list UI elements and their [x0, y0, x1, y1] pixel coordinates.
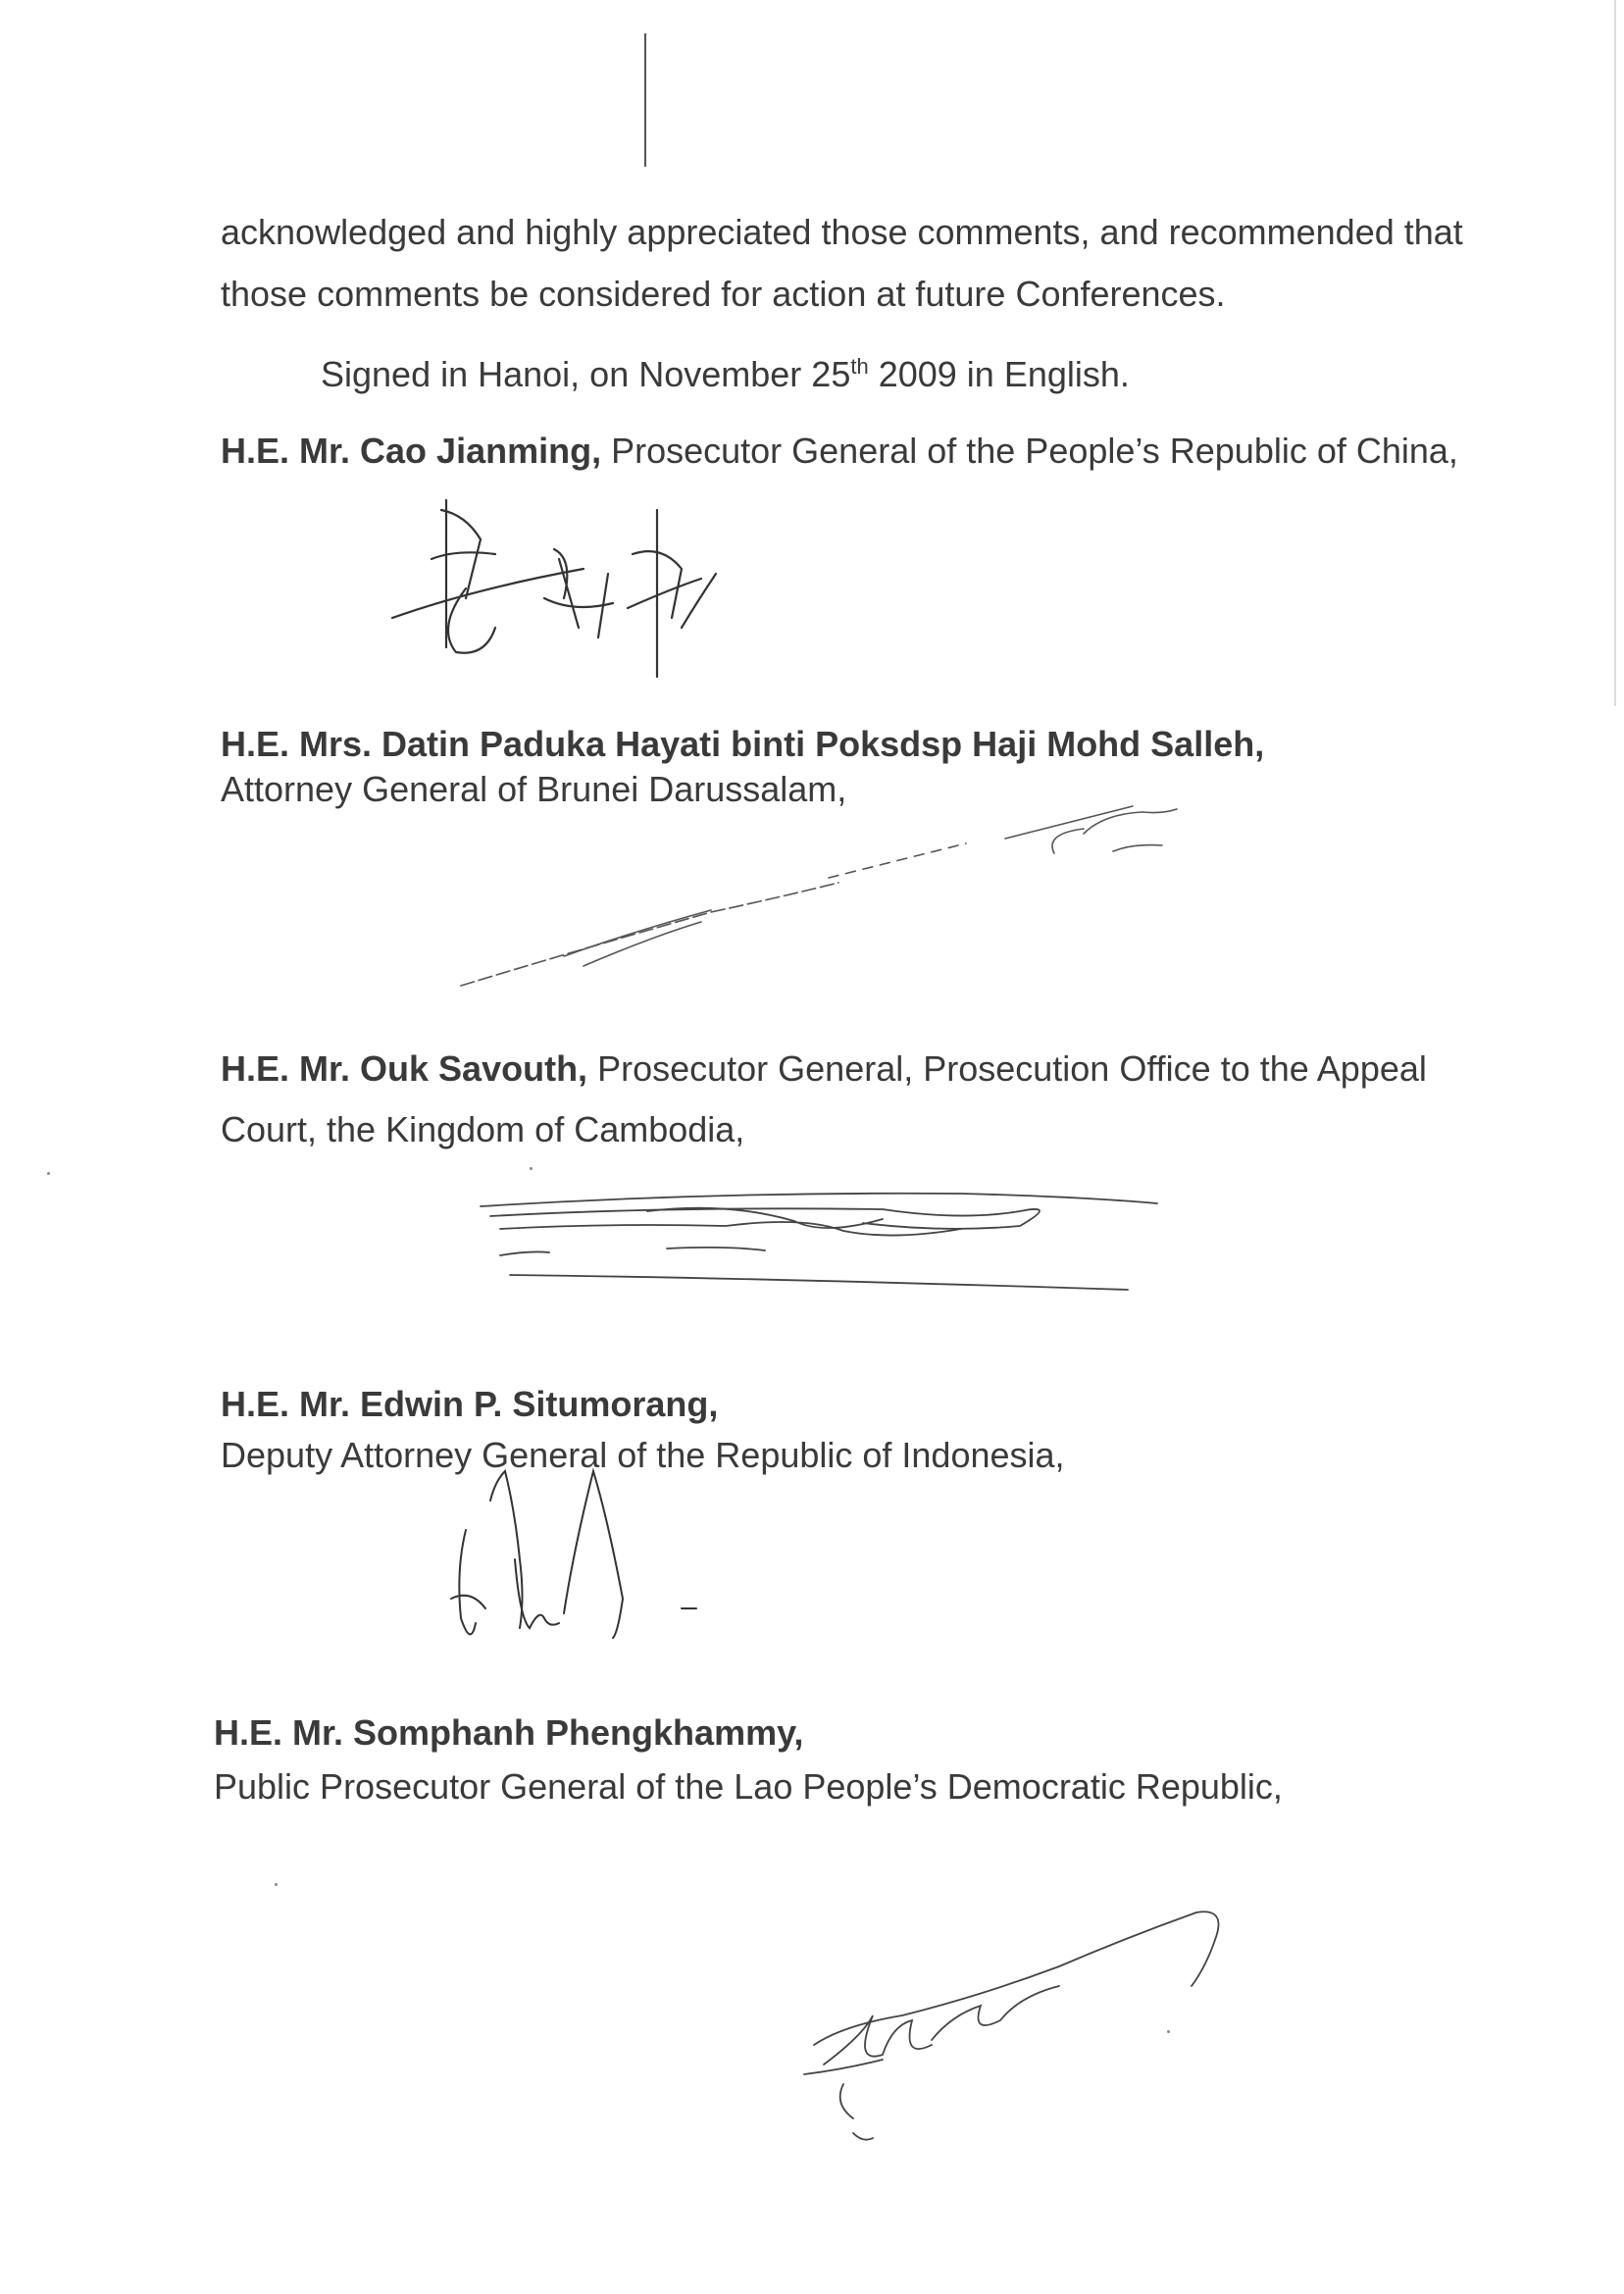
page-top-vertical-line	[644, 33, 646, 167]
paragraph-line-2: those comments be considered for action at future Conferences.	[221, 274, 1226, 314]
signature-china	[387, 481, 829, 701]
signature-indonesia	[431, 1452, 726, 1657]
scan-speck	[530, 1167, 533, 1170]
signatory-cambodia-title-1: Prosecutor General, Prosecution Office to the Appeal	[587, 1048, 1427, 1089]
signature-cambodia	[471, 1162, 1177, 1300]
signed-place-date	[321, 353, 1130, 395]
signatory-cambodia-line-1	[221, 1047, 1427, 1090]
signatory-china-title: Prosecutor General of the People’s Republic of China,	[601, 431, 1458, 471]
signature-brunei	[456, 785, 1201, 995]
signatory-china	[221, 430, 1458, 472]
signatory-lao-title: Public Prosecutor General of the Lao People’s Democratic Republic,	[214, 1766, 1283, 1807]
signatory-indonesia-title: Deputy Attorney General of the Republic of Indonesia,	[221, 1435, 1065, 1475]
scan-speck	[47, 1172, 50, 1175]
signed-suffix: 2009 in English.	[868, 354, 1130, 394]
scan-edge-line	[1614, 0, 1616, 706]
signatory-cambodia-title-2: Court, the Kingdom of Cambodia,	[221, 1109, 745, 1149]
signatory-brunei-title: Attorney General of Brunei Darussalam,	[221, 769, 847, 809]
signature-lao	[785, 1898, 1245, 2163]
signatory-cambodia-name: H.E. Mr. Ouk Savouth,	[221, 1048, 588, 1089]
paragraph-line-1: acknowledged and highly appreciated those comments, and recommended that	[221, 212, 1463, 252]
signed-superscript: th	[850, 354, 869, 379]
signatory-china-name: H.E. Mr. Cao Jianming,	[221, 431, 602, 471]
signatory-brunei-name: H.E. Mrs. Datin Paduka Hayati binti Poksdsp Haji Mohd Salleh,	[221, 724, 1265, 764]
signed-prefix: Signed in Hanoi, on November 25	[321, 354, 851, 394]
signatory-lao-name: H.E. Mr. Somphanh Phengkhammy,	[214, 1712, 804, 1753]
signatory-indonesia-name: H.E. Mr. Edwin P. Situmorang,	[221, 1384, 719, 1424]
scan-speck	[1167, 2030, 1170, 2033]
scan-speck	[275, 1883, 278, 1886]
